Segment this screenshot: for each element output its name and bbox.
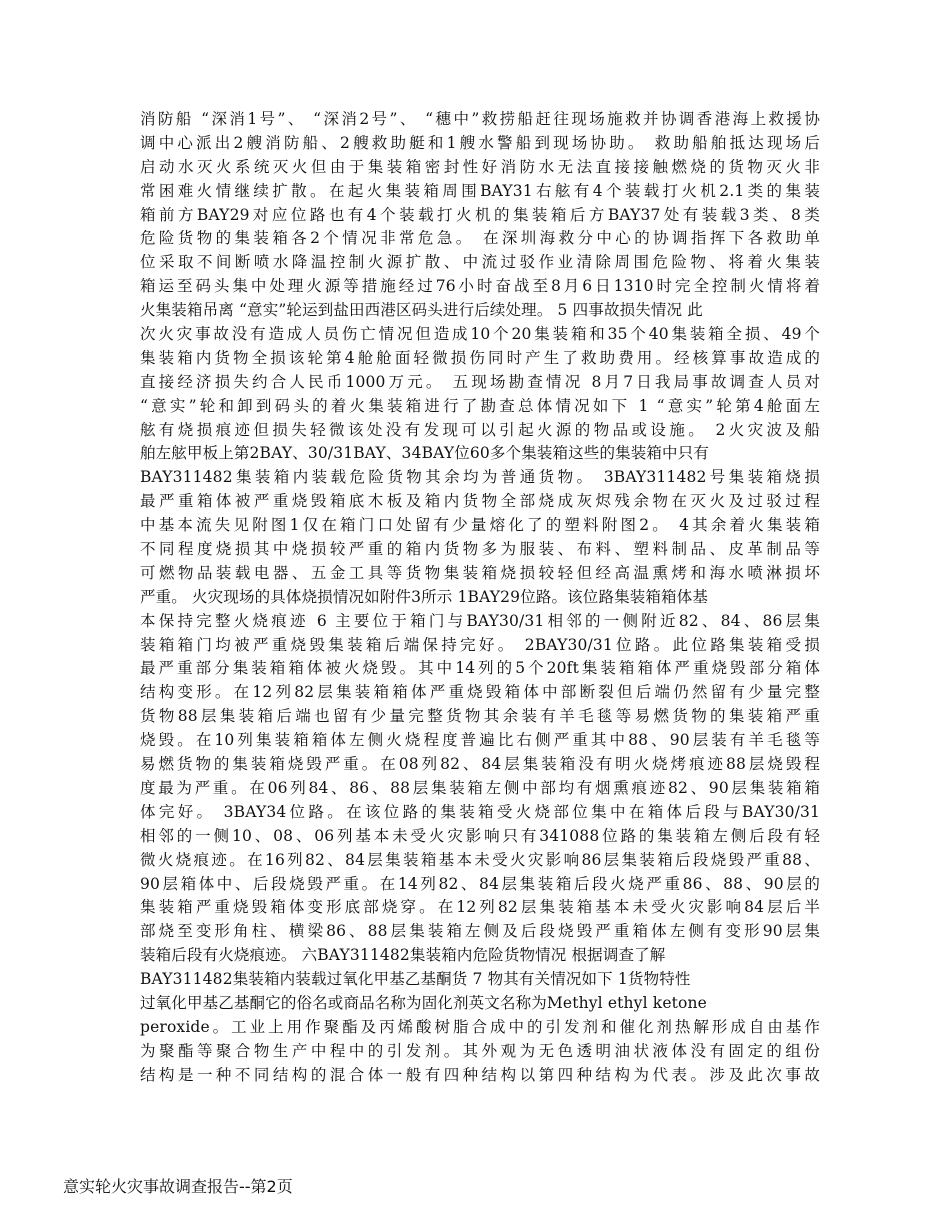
text-line: 最严重部分集装箱箱体被火烧毁。其中14列的5个20ft集装箱箱体严重烧毁部分箱体 [140, 659, 820, 678]
text-line: 体完好。 3BAY34位路。在该位路的集装箱受火烧部位集中在箱体后段与BAY30/31 [140, 802, 820, 821]
text-line: 次火灾事故没有造成人员伤亡情况但造成10个20集装箱和35个40集装箱全损、49个 [140, 325, 820, 344]
text-line: 调中心派出2艘消防船、2艘救助艇和1艘水警船到现场协助。 救助船舶抵达现场后 [140, 133, 820, 152]
text-line: 常困难火情继续扩散。在起火集装箱周围BAY31右舷有4个装载打火机2.1类的集装 [140, 181, 820, 200]
text-line: 舶左舷甲板上第2BAY、30/31BAY、34BAY位60多个集装箱这些的集装箱中只有 [140, 444, 709, 463]
text-line: 最严重箱体被严重烧毁箱底木板及箱内货物全部烧成灰烬残余物在灭火及过驳过程 [140, 492, 820, 511]
page-footer: 意实轮火灾事故调查报告--第2页 [63, 1177, 293, 1196]
text-line: 启动水灭火系统灭火但由于集装箱密封性好消防水无法直接接触燃烧的货物灭火非 [140, 157, 820, 176]
text-line: 烧毁。在10列集装箱箱体左侧火烧程度普遍比右侧严重其中88、90层装有羊毛毯等 [140, 731, 820, 750]
text-line: 微火烧痕迹。在16列82、84层集装箱基本未受火灾影响86层集装箱后段烧毁严重88、 [140, 850, 820, 869]
text-line: 中基本流失见附图1仅在箱门口处留有少量熔化了的塑料附图2。 4其余着火集装箱 [140, 516, 820, 535]
text-line: 相邻的一侧10、08、06列基本未受火灾影响只有341088位路的集装箱左侧后段有轻 [140, 826, 820, 845]
text-line: 位采取不间断喷水降温控制火源扩散、中流过驳作业清除周围危险物、将着火集装 [140, 253, 820, 272]
text-line: 为聚酯等聚合物生产中程中的引发剂。其外观为无色透明油状液体没有固定的组份 [140, 1041, 820, 1060]
text-line: 不同程度烧损其中烧损较严重的箱内货物多为服装、布料、塑料制品、皮革制品等 [140, 540, 820, 559]
text-line: 装箱箱门均被严重烧毁集装箱后端保持完好。 2BAY30/31位路。此位路集装箱受损 [140, 635, 820, 654]
text-line: 结构变形。在12列82层集装箱箱体严重烧毁箱体中部断裂但后端仍然留有少量完整 [140, 683, 820, 702]
text-line: 本保持完整火烧痕迹 6 主要位于箱门与BAY30/31相邻的一侧附近82、84、86层集 [140, 611, 820, 630]
text-line: 装箱后段有火烧痕迹。 六BAY311482集装箱内危险货物情况 根据调查了解 [140, 946, 666, 965]
text-line: 箱运至码头集中处理火源等措施经过76小时奋战至8月6日1310时完全控制火情将着 [140, 277, 820, 296]
text-line: 舷有烧损痕迹但损失轻微该处没有发现可以引起火源的物品或设施。 2火灾波及船 [140, 420, 820, 439]
text-line: 度最为严重。在06列84、86、88层集装箱左侧中部均有烟熏痕迹82、90层集装箱箱 [140, 778, 820, 797]
text-line: 90层箱体中、后段烧毁严重。在14列82、84层集装箱后段火烧严重86、88、90层的 [140, 874, 820, 893]
text-line: 直接经济损失约合人民币1000万元。 五现场勘查情况 8月7日我局事故调查人员对 [140, 372, 820, 391]
text-line: 危险货物的集装箱各2个情况非常危急。 在深圳海救分中心的协调指挥下各救助单 [140, 229, 820, 248]
text-line: 集装箱内货物全损该轮第4舱舱面轻微损伤同时产生了救助费用。经核算事故造成的 [140, 348, 820, 367]
text-line: “意实”轮和卸到码头的着火集装箱进行了勘查总体情况如下 1 “意实”轮第4舱面左 [140, 396, 820, 415]
text-line: 部烧至变形角柱、横梁86、88层集装箱左侧及后段烧毁严重箱体左侧有变形90层集 [140, 922, 820, 941]
text-line: 过氧化甲基乙基酮它的俗名或商品名称为固化剂英文名称为Methyl ethyl ketone [140, 993, 707, 1012]
text-line: BAY311482集装箱内装载过氧化甲基乙基酮货 7 物其有关情况如下 1货物特性 [140, 970, 691, 989]
text-line: 箱前方BAY29对应位路也有4个装载打火机的集装箱后方BAY37处有装载3类、8类 [140, 205, 820, 224]
text-line: 可燃物品装载电器、五金工具等货物集装箱烧损较轻但经高温熏烤和海水喷淋损坏 [140, 563, 820, 582]
text-line: 火集装箱吊离 “意实”轮运到盐田西港区码头进行后续处理。 5 四事故损失情况 此 [140, 301, 703, 320]
text-line: 消防船 “深消1号”、 “深消2号”、 “穗中”救捞船赶往现场施救并协调香港海上救援协 [140, 110, 820, 128]
text-line: 易燃货物的集装箱烧毁严重。在08列82、84层集装箱没有明火烧烤痕迹88层烧毁程 [140, 755, 820, 774]
text-line: 货物88层集装箱后端也留有少量完整货物其余装有羊毛毯等易燃货物的集装箱严重 [140, 707, 820, 726]
body-text [140, 108, 820, 1088]
text-line: 集装箱严重烧毁箱体变形底部烧穿。在12列82层集装箱基本未受火灾影响84层后半 [140, 898, 820, 917]
text-line: BAY311482集装箱内装载危险货物其余均为普通货物。 3BAY311482号集装箱烧损 [140, 468, 820, 487]
text-line: 严重。 火灾现场的具体烧损情况如附件3所示 1BAY29位路。该位路集装箱箱体基 [140, 587, 708, 606]
text-line: 结构是一种不同结构的混合体一般有四种结构以第四种结构为代表。涉及此次事故 [140, 1065, 820, 1084]
text-line: peroxide。工业上用作聚酯及丙烯酸树脂合成中的引发剂和催化剂热解形成自由基作 [140, 1017, 820, 1036]
